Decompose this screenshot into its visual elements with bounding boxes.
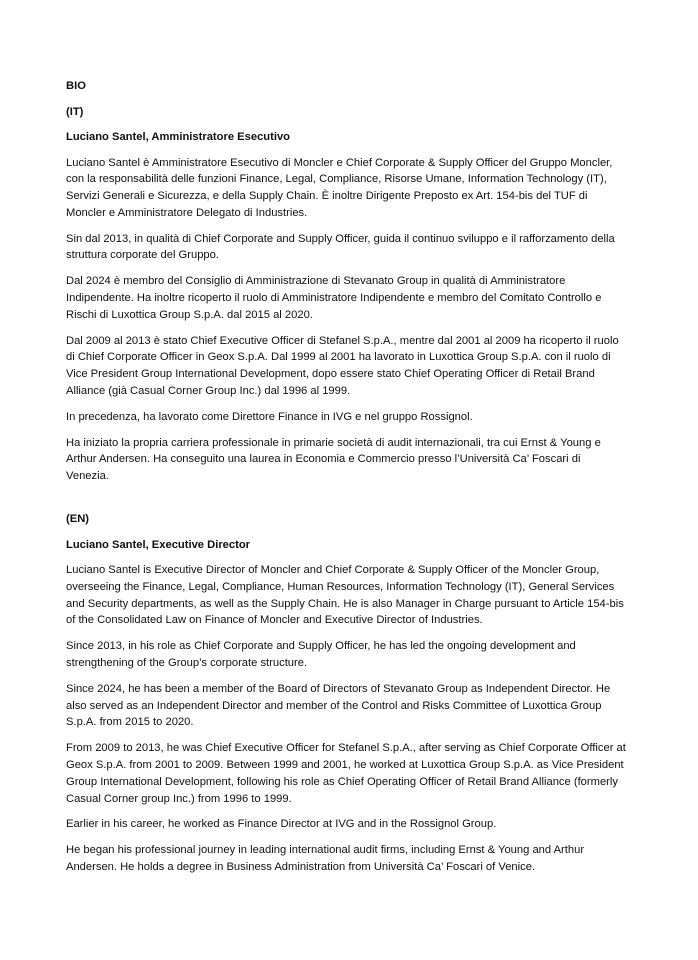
english-paragraph-2: Since 2013, in his role as Chief Corporate and Supply Officer, he has led the ongoing development and strengthening of the Group’s corporate structure. (66, 640, 576, 670)
italian-title: Luciano Santel, Amministratore Esecutivo (66, 131, 291, 143)
italian-paragraph-6: Ha iniziato la propria carriera professionale in primarie società di audit internazionali, tra cui Ernst & Young e Arthur Andersen. Ha conseguito una laurea in Economia e Commercio presso l’Università Ca’ Foscari di Venezia. (66, 436, 601, 483)
english-section (66, 511, 626, 876)
section-spacer (66, 494, 626, 511)
english-paragraph-3: Since 2024, he has been a member of the Board of Directors of Stevanato Group as Independent Director. He also served as an Independent Director and member of the Control and Risks Committee of Luxottica Group S.p.A. from 2015 to 2020. (66, 682, 611, 729)
italian-paragraph-5: In precedenza, ha lavorato come Direttore Finance in IVG e nel gruppo Rossignol. (66, 410, 473, 423)
italian-section (66, 104, 626, 486)
english-paragraph-1: Luciano Santel is Executive Director of Moncler and Chief Corporate & Supply Officer of the Moncler Group, overseeing the Finance, Legal, Compliance, Human Resources, Information Technology (IT), General Services and Security departments, as well as the Supply Chain. He is also Manager in Charge pursuant to Article 154-bis of the Consolidated Law on Finance of Moncler and Executive Director of Industries. (66, 564, 624, 627)
italian-language-label: (IT) (66, 105, 84, 118)
english-language-label: (EN) (66, 513, 89, 526)
bio-heading: BIO (66, 80, 86, 92)
italian-paragraph-3: Dal 2024 è membro del Consiglio di Amministrazione di Stevanato Group in qualità di Amministratore Indipendente. Ha inoltre ricoperto il ruolo di Amministratore Indipendente e membro del Comitato Controllo e Rischi di Luxottica Group S.p.A. dal 2015 al 2020. (66, 275, 602, 321)
english-paragraph-6: He began his professional journey in leading international audit firms, including Ernst & Young and Arthur Andersen. He holds a degree in Business Administration from Università Ca’ Foscari of Venice. (66, 844, 585, 873)
english-title: Luciano Santel, Executive Director (66, 538, 251, 551)
italian-paragraph-4: Dal 2009 al 2013 è stato Chief Executive Officer di Stefanel S.p.A., mentre dal 2001 al 2009 ha ricoperto il ruolo di Chief Corporate Officer in Geox S.p.A. Dal 1999 al 2001 ha lavorato in Luxottica Group S.p.A. con il ruolo di Vice President Group International Development, dopo essere stato Chief Operating Officer di Retail Brand Alliance (già Casual Corner Group Inc.) dal 1996 al 1999. (66, 334, 619, 398)
italian-paragraph-2: Sin dal 2013, in qualità di Chief Corporate and Supply Officer, guida il continuo sviluppo e il rafforzamento della struttura corporate del Gruppo. (66, 232, 615, 262)
italian-paragraph-1: Luciano Santel è Amministratore Esecutivo di Moncler e Chief Corporate & Supply Officer del Gruppo Moncler, con la responsabilità delle funzioni Finance, Legal, Compliance, Risorse Umane, Information Technology (IT), Servizi Generali e Sicurezza, e della Supply Chain. È inoltre Dirigente Preposto ex Art. 154-bis del TUF di Moncler e Amministratore Delegato di Industries. (66, 156, 613, 219)
english-paragraph-4: From 2009 to 2013, he was Chief Executive Officer for Stefanel S.p.A., after serving as Chief Corporate Officer at Geox S.p.A. from 2001 to 2009. Between 1999 and 2001, he worked at Luxottica Group S.p.A. as Vice President Group International Development, following his role as Chief Operating Officer of Retail Brand Alliance (formerly Casual Corner group Inc.) from 1996 to 1999. (66, 742, 626, 805)
document-page (66, 78, 626, 885)
english-paragraph-5: Earlier in his career, he worked as Finance Director at IVG and in the Rossignol Group. (66, 818, 497, 831)
